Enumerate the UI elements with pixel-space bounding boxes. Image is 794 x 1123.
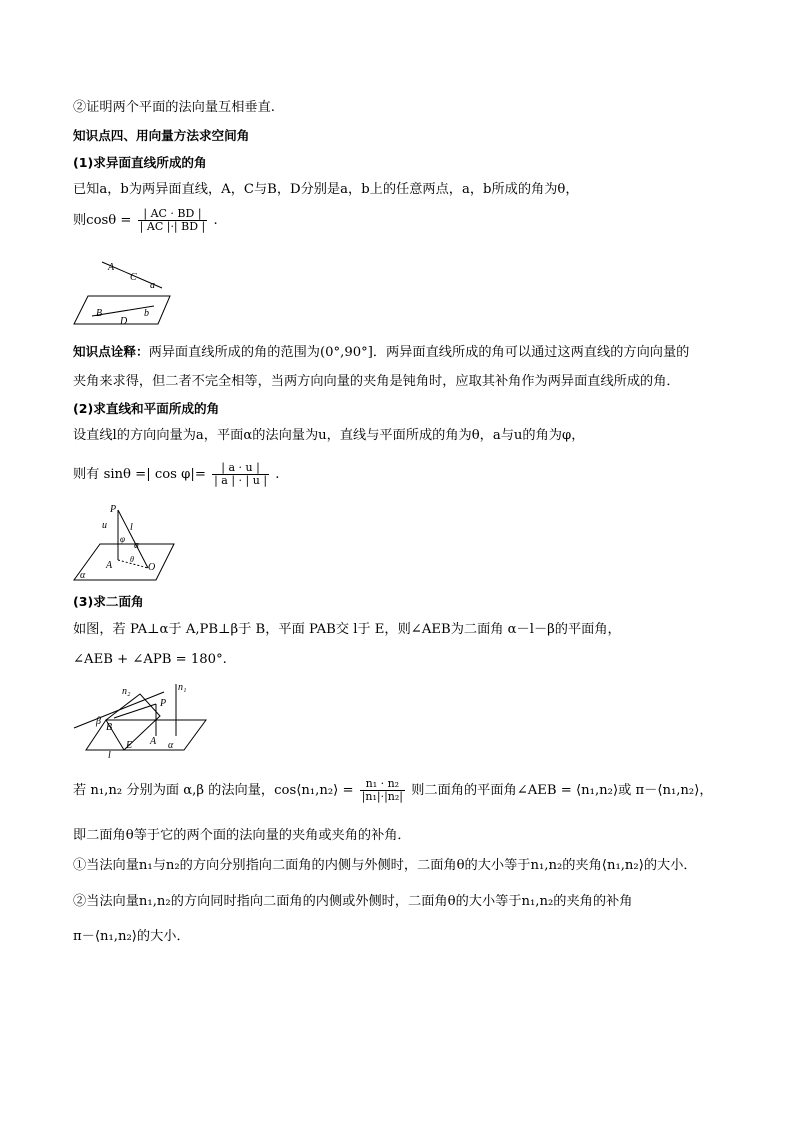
formula-suffix: . bbox=[275, 467, 280, 482]
note-1b: 夹角来求得，但二者不完全相等，当两方向向量的夹角是钝角时，应取其补角作为两异面直线所成的角． bbox=[73, 374, 680, 389]
formula-prefix: 则cosθ = bbox=[73, 213, 132, 228]
label-D: D bbox=[120, 316, 128, 327]
label-b: b bbox=[144, 308, 149, 319]
para-line-plane: 设直线l的方向向量为a，平面α的法向量为u，直线与平面所成的角为θ，a与u的角为φ， bbox=[73, 428, 585, 443]
label-alpha: α bbox=[168, 740, 174, 751]
figure-line-plane bbox=[70, 500, 180, 584]
label-E: E bbox=[126, 740, 133, 751]
para-dihedral-equal: 即二面角θ等于它的两个面的法向量的夹角或夹角的补角． bbox=[73, 828, 411, 843]
label-A: A bbox=[106, 560, 113, 571]
para-dihedral: 如图，若 PA⊥α于 A,PB⊥β于 B，平面 PAB交 l于 E，则∠AEB为二面角 α－l－β的平面角， bbox=[73, 622, 621, 637]
label-phi: φ bbox=[120, 534, 125, 544]
segment-PB bbox=[114, 704, 156, 718]
section-title: 知识点四、用向量方法求空间角 bbox=[73, 128, 250, 143]
label-a: a bbox=[134, 540, 139, 551]
label-P: P bbox=[160, 698, 167, 709]
para-normal-vectors bbox=[73, 778, 713, 803]
subsection-2-title: (2)求直线和平面所成的角 bbox=[73, 401, 220, 416]
case-1: ①当法向量n₁与n₂的方向分别指向二面角的内侧与外侧时，二面角θ的大小等于n₁,n₂的夹角⟨n₁,n₂⟩的大小． bbox=[73, 858, 697, 873]
proof-step-2: ②证明两个平面的法向量互相垂直. bbox=[73, 100, 276, 115]
label-B: B bbox=[96, 308, 103, 319]
label-n2: n₂ bbox=[122, 686, 131, 697]
para-dihedral-sum: ∠AEB + ∠APB = 180°. bbox=[73, 652, 227, 667]
label-n1: n₁ bbox=[178, 682, 187, 693]
fraction bbox=[212, 462, 269, 487]
label-A: A bbox=[150, 736, 157, 747]
label-l: l bbox=[108, 750, 111, 760]
formula-suffix: . bbox=[213, 213, 218, 228]
label-B: B bbox=[106, 722, 113, 733]
fraction-numerator: | a · u | bbox=[212, 462, 269, 475]
figure-skew-lines bbox=[70, 258, 180, 328]
label-P: P bbox=[110, 504, 117, 515]
fraction-denominator: | AC |·| BD | bbox=[139, 220, 206, 233]
fraction bbox=[138, 208, 208, 233]
case-2-cont: π－⟨n₁,n₂⟩的大小． bbox=[73, 929, 190, 944]
label-u: u bbox=[102, 520, 107, 531]
formula-sin-theta bbox=[73, 462, 279, 487]
label-l: l bbox=[130, 522, 133, 533]
plane-alpha bbox=[86, 720, 206, 750]
label-C: C bbox=[130, 272, 137, 283]
fraction bbox=[360, 778, 405, 803]
note-text: 两异面直线所成的角的范围为(0°,90°]．两异面直线所成的角可以通过这两直线的方向向量的 bbox=[148, 345, 690, 360]
normal-n2 bbox=[74, 692, 167, 728]
fraction-denominator: |n₁|·|n₂| bbox=[361, 790, 404, 803]
label-theta: θ bbox=[130, 555, 134, 564]
formula-prefix: 则有 sinθ =| cos φ|= bbox=[73, 467, 206, 482]
fraction-numerator: n₁ · n₂ bbox=[360, 778, 405, 791]
formula-prefix: 若 n₁,n₂ 分别为面 α,β 的法向量，cos⟨n₁,n₂⟩ = bbox=[73, 783, 354, 798]
subsection-3-title: (3)求二面角 bbox=[73, 594, 144, 609]
label-A: A bbox=[108, 262, 115, 273]
formula-suffix: 则二面角的平面角∠AEB = ⟨n₁,n₂⟩或 π－⟨n₁,n₂⟩， bbox=[411, 783, 713, 798]
label-O: O bbox=[148, 562, 156, 573]
note-1a bbox=[73, 342, 689, 363]
note-label: 知识点诠释： bbox=[73, 344, 149, 359]
case-2: ②当法向量n₁,n₂的方向同时指向二面角的内侧或外侧时，二面角θ的大小等于n₁,n₂的夹角的补角 bbox=[73, 894, 633, 909]
para-skew-lines: 已知a，b为两异面直线，A，C与B，D分别是a，b上的任意两点，a，b所成的角为θ， bbox=[73, 182, 579, 197]
label-alpha: α bbox=[80, 570, 86, 581]
formula-cos-theta bbox=[73, 208, 218, 233]
figure-dihedral bbox=[66, 676, 216, 760]
label-beta: β bbox=[96, 716, 101, 727]
subsection-1-title: (1)求异面直线所成的角 bbox=[73, 155, 207, 170]
fraction-numerator: | AC · BD | bbox=[138, 208, 208, 221]
plane-alpha bbox=[74, 544, 174, 580]
fraction-denominator: | a | · | u | bbox=[214, 474, 268, 487]
label-a: a bbox=[150, 280, 155, 291]
